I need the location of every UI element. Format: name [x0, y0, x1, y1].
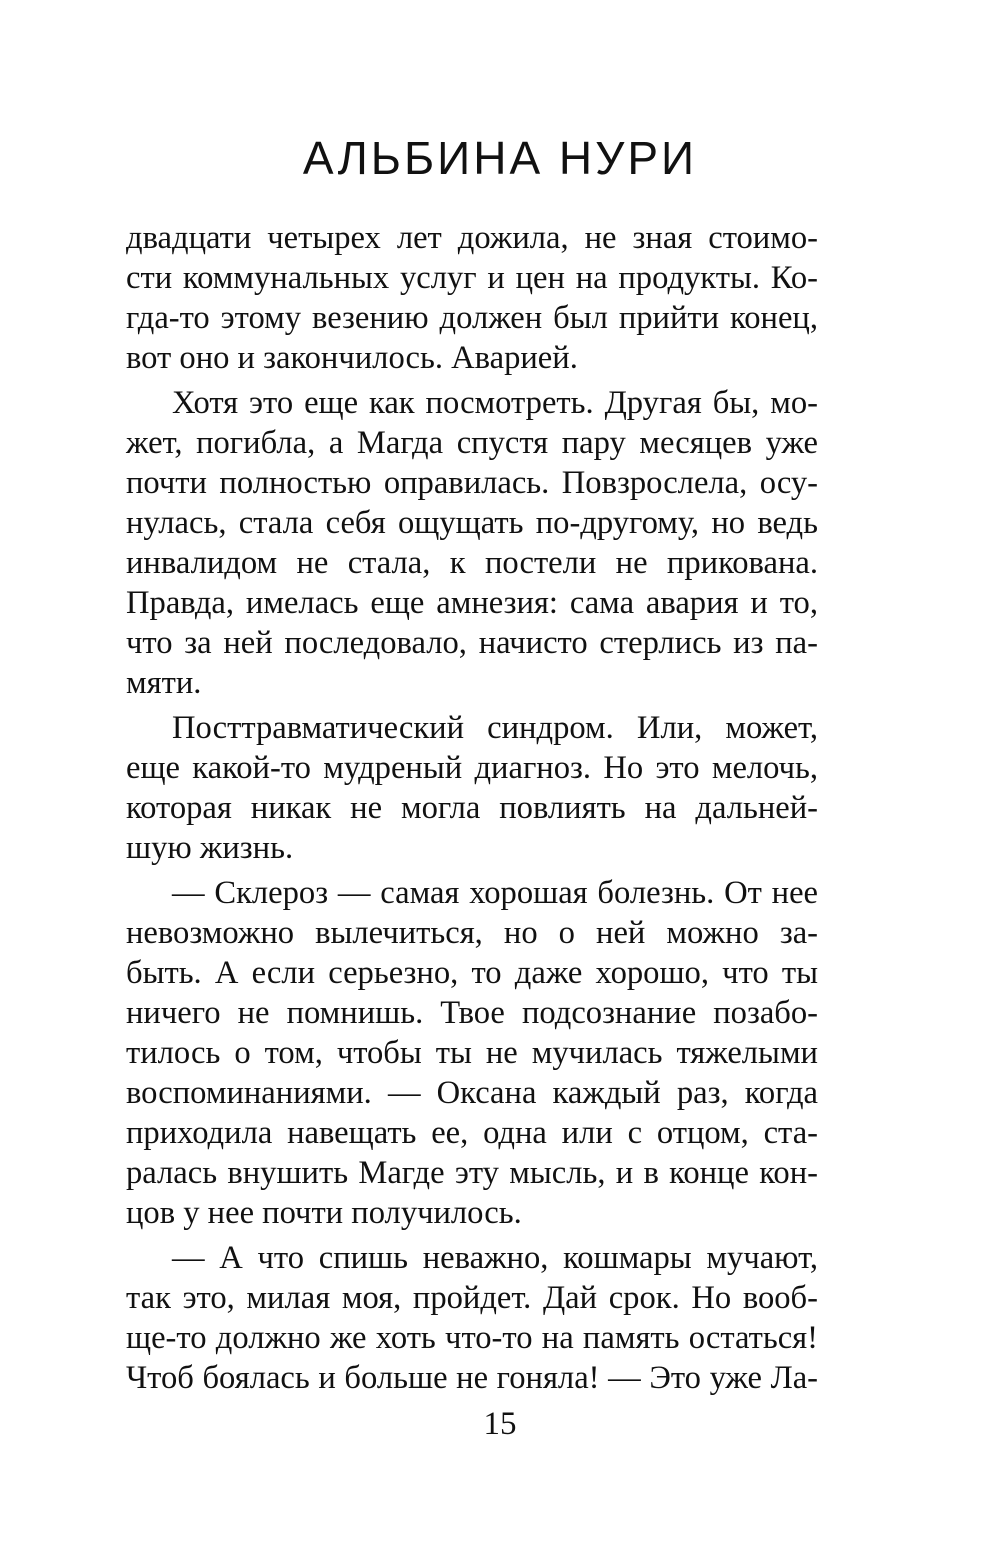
text-line: двадцати четырех лет дожила, не зная стоимо- [126, 220, 818, 256]
paragraph [126, 383, 818, 703]
text-line: еще какой-то мудреный диагноз. Но это мелочь, [126, 750, 818, 786]
text-line: — А что спишь неважно, кошмары мучают, [172, 1240, 818, 1276]
text-line: что за ней последовало, начисто стерлись из па- [126, 625, 818, 661]
paragraph [126, 708, 818, 868]
text-line: невозможно вылечиться, но о ней можно за- [126, 915, 818, 951]
text-line: цов у нее почти получилось. [126, 1195, 522, 1231]
text-line: ничего не помнишь. Твое подсознание позабо- [126, 995, 818, 1031]
text-line: воспоминаниями. — Оксана каждый раз, когда [126, 1075, 818, 1111]
text-line: ще-то должно же хоть что-то на память остаться! [126, 1320, 818, 1356]
body-text [126, 218, 818, 1398]
text-line: Хотя это еще как посмотреть. Другая бы, мо- [172, 385, 818, 421]
paragraph [126, 218, 818, 378]
running-header: АЛЬБИНА НУРИ [302, 132, 698, 184]
text-line: шую жизнь. [126, 830, 294, 866]
paragraph [126, 873, 818, 1233]
text-line: которая никак не могла повлиять на дальней- [126, 790, 818, 826]
text-line: Чтоб боялась и больше не гоняла! — Это уже Ла- [126, 1360, 818, 1396]
paragraph [126, 1238, 818, 1398]
text-line: быть. А если серьезно, то даже хорошо, что ты [126, 955, 818, 991]
text-line: нулась, стала себя ощущать по-другому, но ведь [126, 505, 818, 541]
text-line: так это, милая моя, пройдет. Дай срок. Но вооб- [126, 1280, 818, 1316]
text-line: ралась внушить Магде эту мысль, и в конце кон- [126, 1155, 818, 1191]
text-line: Правда, имелась еще амнезия: сама авария и то, [126, 585, 818, 621]
text-line: инвалидом не стала, к постели не прикована. [126, 545, 818, 581]
text-line: мяти. [126, 665, 202, 701]
text-line: — Склероз — самая хорошая болезнь. От нее [172, 875, 818, 911]
text-line: гда-то этому везению должен был прийти конец, [126, 300, 818, 336]
text-line: вот оно и закончилось. Аварией. [126, 340, 578, 376]
text-line: почти полностью оправилась. Повзрослела, осу- [126, 465, 818, 501]
text-line: тилось о том, чтобы ты не мучилась тяжелыми [126, 1035, 818, 1071]
text-line: приходила навещать ее, одна или с отцом, ста- [126, 1115, 818, 1151]
text-line: Посттравматический синдром. Или, может, [172, 710, 818, 746]
page-number: 15 [483, 1406, 517, 1442]
text-line: сти коммунальных услуг и цен на продукты. Ко- [126, 260, 818, 296]
text-line: жет, погибла, а Магда спустя пару месяцев уже [126, 425, 818, 461]
